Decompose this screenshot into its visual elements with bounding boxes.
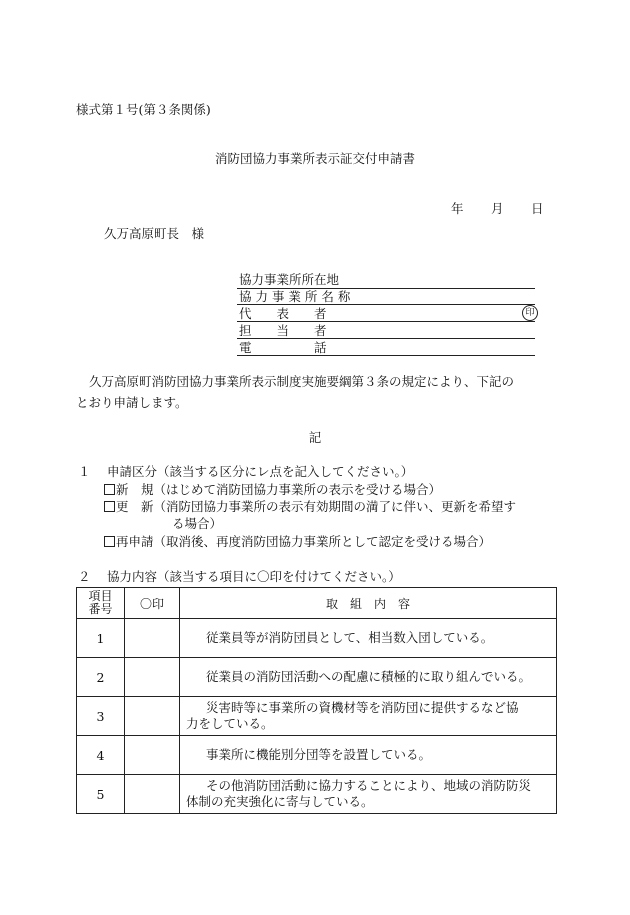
header-item-number-line2: 番号 (88, 602, 113, 616)
row-description (180, 697, 557, 736)
option-renewal-label: 更 新 (116, 499, 154, 514)
date-year-label: 年 (451, 201, 464, 216)
cooperation-table (76, 587, 557, 814)
option-renewal[interactable] (104, 499, 516, 515)
row-description-text-cont: 力をしている。 (186, 716, 274, 731)
date-day-label: 日 (531, 201, 544, 216)
row-description-text-cont: 体制の充実強化に寄与している。 (186, 794, 374, 809)
header-description: 取 組 内 容 (180, 588, 557, 619)
option-new[interactable] (104, 482, 441, 498)
section1-heading: １ 申請区分（該当する区分にレ点を記入してください。） (78, 464, 414, 479)
table-row (77, 619, 557, 658)
mark-cell[interactable] (125, 775, 180, 814)
row-number: 4 (77, 736, 125, 775)
checkbox-renewal[interactable] (104, 501, 115, 512)
option-renewal-text-cont: る場合） (172, 516, 223, 531)
option-reapply-label: 再申請 (116, 534, 154, 549)
intro-line-2: とおり申請します。 (76, 395, 188, 410)
mark-cell[interactable] (125, 658, 180, 697)
header-mark: 〇印 (125, 588, 180, 619)
seal-mark: 印 (522, 305, 538, 321)
field-label-address: 協力事業所所在地 (239, 272, 340, 287)
mark-cell[interactable] (125, 619, 180, 658)
row-description (180, 658, 557, 697)
form-number: 様式第１号(第３条関係) (76, 102, 211, 117)
document-title: 消防団協力事業所表示証交付申請書 (214, 151, 415, 166)
option-reapply-text: （取消後、再度消防団協力事業所として認定を受ける場合） (153, 534, 492, 549)
table-row (77, 736, 557, 775)
field-label-company: 協 力 事 業 所 名 称 (239, 289, 351, 304)
ki-heading: 記 (308, 430, 322, 445)
mark-cell[interactable] (125, 697, 180, 736)
row-number: 5 (77, 775, 125, 814)
option-renewal-text: （消防団協力事業所の表示有効期間の満了に伴い、更新を希望す (153, 499, 517, 514)
row-description-text: 事業所に機能別分団等を設置している。 (206, 747, 432, 762)
section2-heading: ２ 協力内容（該当する項目に〇印を付けてください。） (78, 569, 401, 584)
intro-line-1: 久万高原町消防団協力事業所表示制度実施要綱第３条の規定により、下記の (89, 374, 515, 389)
option-new-label: 新 規 (116, 482, 154, 497)
checkbox-new[interactable] (104, 484, 115, 495)
row-description-text: その他消防団活動に協力することにより、地域の消防防災 (206, 778, 532, 793)
checkbox-reapply[interactable] (104, 536, 115, 547)
row-description (180, 619, 557, 658)
field-label-contact: 担 当 者 (239, 323, 327, 338)
header-item-number-line1: 項目 (88, 589, 113, 603)
option-reapply[interactable] (104, 534, 491, 550)
field-label-representative: 代 表 者 (239, 306, 327, 321)
row-number: 3 (77, 697, 125, 736)
mark-cell[interactable] (125, 736, 180, 775)
table-header-row (77, 588, 557, 619)
row-description-text: 災害時等に事業所の資機材等を消防団に提供するなど協 (206, 700, 519, 715)
row-description (180, 736, 557, 775)
row-description-text: 従業員等が消防団員として、相当数入団している。 (206, 630, 494, 645)
header-item-number (77, 588, 125, 619)
table-row (77, 658, 557, 697)
table-row (77, 697, 557, 736)
addressee: 久万高原町長 様 (104, 226, 205, 241)
date-month-label: 月 (491, 201, 504, 216)
row-description (180, 775, 557, 814)
row-number: 1 (77, 619, 125, 658)
option-new-text: （はじめて消防団協力事業所の表示を受ける場合） (153, 482, 442, 497)
table-row (77, 775, 557, 814)
field-label-phone: 電 話 (239, 340, 327, 355)
row-number: 2 (77, 658, 125, 697)
row-description-text: 従業員の消防団活動への配慮に積極的に取り組んでいる。 (206, 669, 532, 684)
